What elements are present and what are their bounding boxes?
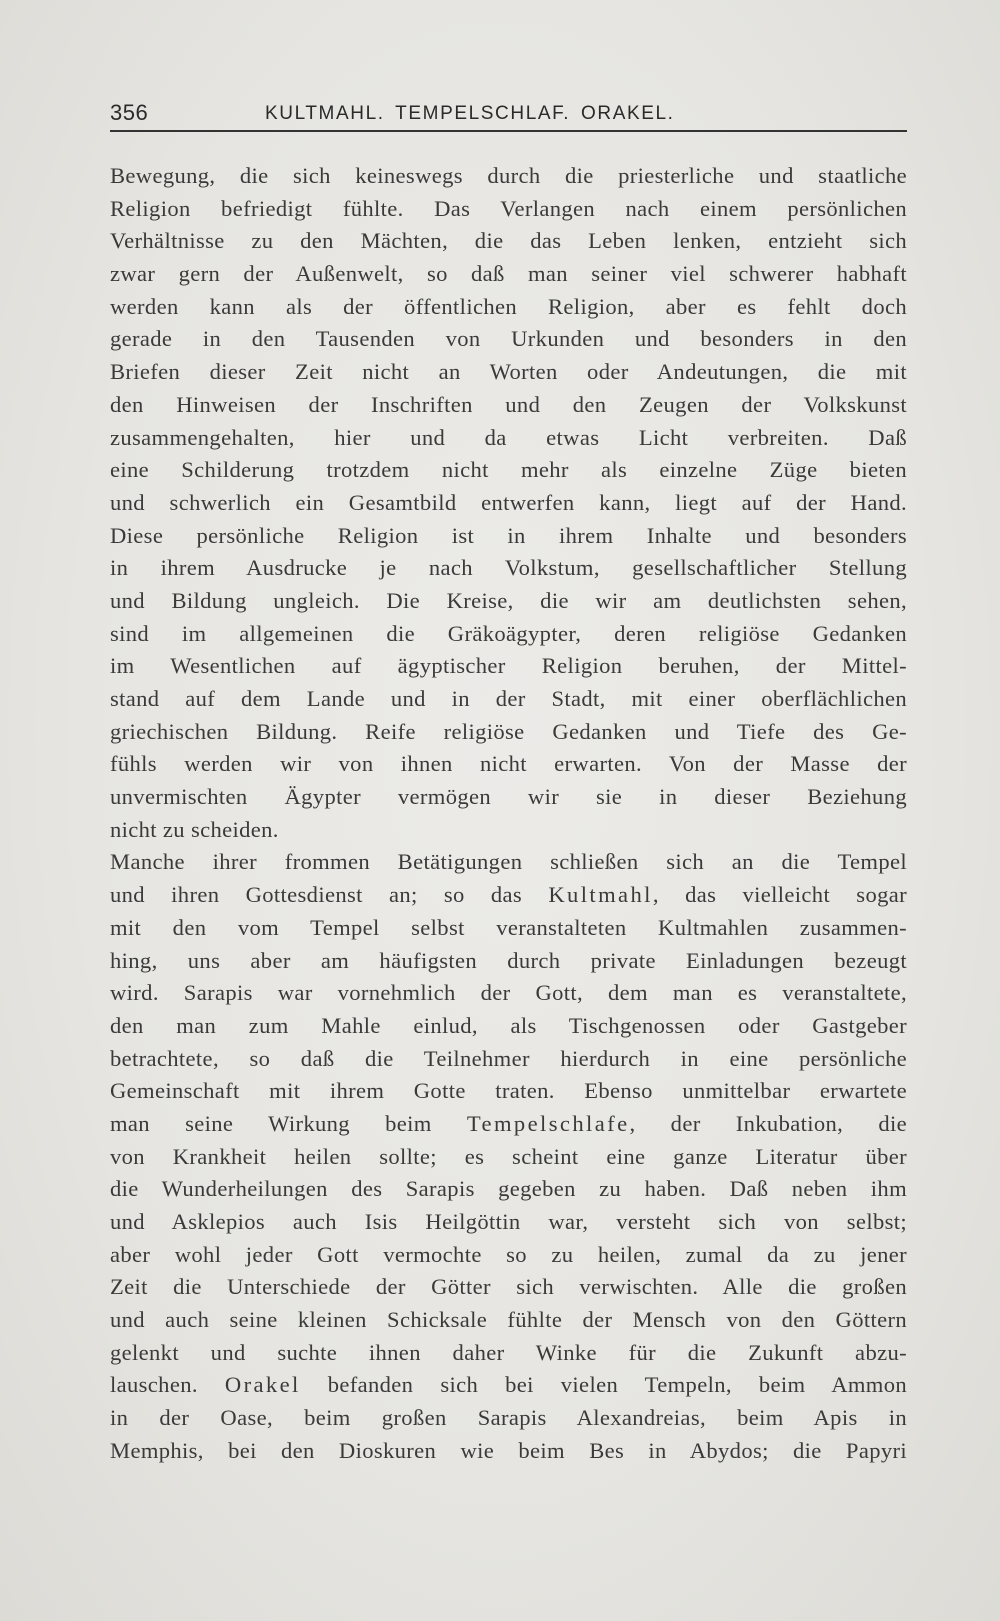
body-text (110, 160, 907, 1468)
text-segment: und ihren Gottesdienst an; so das (110, 882, 549, 908)
text-line: und schwerlich ein Gesamtbild entwerfen kann, liegt auf der Hand. (110, 489, 907, 515)
text-line: griechischen Bildung. Reife religiöse Gedanken und Tiefe des Ge- (110, 718, 907, 744)
text-line: Diese persönliche Religion ist in ihrem Inhalte und besonders (110, 522, 907, 548)
text-line: und auch seine kleinen Schicksale fühlte der Mensch von den Göttern (110, 1307, 907, 1333)
text-line: werden kann als der öffentlichen Religion, aber es fehlt doch (110, 293, 907, 319)
text-line: Briefen dieser Zeit nicht an Worten oder Andeutungen, die mit (110, 359, 907, 385)
text-line: Religion befriedigt fühlte. Das Verlangen nach einem persönlichen (110, 195, 907, 221)
text-line (110, 1369, 907, 1402)
text-line: stand auf dem Lande und in der Stadt, mit einer oberflächlichen (110, 686, 907, 711)
text-line: Zeit die Unterschiede der Götter sich verwischten. Alle die großen (110, 1274, 907, 1300)
text-line: nicht zu scheiden. (110, 816, 279, 842)
text-line: in ihrem Ausdrucke je nach Volkstum, gesellschaftlicher Stellung (110, 555, 907, 581)
text-line: eine Schilderung trotzdem nicht mehr als einzelne Züge bieten (110, 457, 907, 483)
text-line: im Wesentlichen auf ägyptischer Religion beruhen, der Mittel- (110, 653, 907, 679)
text-line: hing, uns aber am häufigsten durch private Einladungen bezeugt (110, 947, 907, 973)
header-rule (110, 130, 907, 132)
text-line: den man zum Mahle einlud, als Tischgenossen oder Gastgeber (110, 1012, 907, 1038)
text-line: den Hinweisen der Inschriften und den Zeugen der Volkskunst (110, 391, 907, 417)
text-line: mit den vom Tempel selbst veranstalteten Kultmahlen zusammen- (110, 914, 907, 940)
text-line: fühls werden wir von ihnen nicht erwarten. Von der Masse der (110, 751, 907, 777)
text-line: zusammengehalten, hier und da etwas Licht verbreiten. Daß (110, 424, 907, 450)
text-segment: befanden sich bei vielen Tempeln, beim Ammon (300, 1372, 908, 1398)
text-line: aber wohl jeder Gott vermochte so zu heilen, zumal da zu jener (110, 1241, 907, 1267)
text-segment: , der Inkubation, die (629, 1110, 907, 1136)
spaced-term: Tempelschlafe (466, 1110, 630, 1136)
text-line: sind im allgemeinen die Gräkoägypter, deren religiöse Gedanken (110, 620, 907, 646)
text-line: gelenkt und suchte ihnen daher Winke für die Zukunft abzu- (110, 1339, 907, 1365)
text-line: Manche ihrer frommen Betätigungen schließen sich an die Tempel (110, 849, 907, 875)
text-line: betrachtete, so daß die Teilnehmer hierdurch in eine persönliche (110, 1045, 907, 1071)
text-line: Gemeinschaft mit ihrem Gotte traten. Ebenso unmittelbar erwartete (110, 1078, 907, 1104)
page-header (110, 100, 907, 132)
text-line: wird. Sarapis war vornehmlich der Gott, dem man es veranstaltete, (110, 980, 907, 1006)
text-line: Bewegung, die sich keineswegs durch die priesterliche und staatliche (110, 163, 907, 188)
text-line: und Bildung ungleich. Die Kreise, die wir am deutlichsten sehen, (110, 587, 907, 613)
text-line (110, 879, 907, 912)
text-line: von Krankheit heilen sollte; es scheint eine ganze Literatur über (110, 1143, 907, 1169)
text-line: zwar gern der Außenwelt, so daß man seiner viel schwerer habhaft (110, 261, 907, 287)
text-line: Memphis, bei den Dioskuren wie beim Bes in Abydos; die Papyri (110, 1437, 907, 1463)
text-line: und Asklepios auch Isis Heilgöttin war, versteht sich von selbst; (110, 1209, 907, 1234)
spaced-term: Kultmahl (548, 882, 653, 908)
text-line: unvermischten Ägypter vermögen wir sie in dieser Beziehung (110, 784, 907, 810)
text-line: Verhältnisse zu den Mächten, die das Leben lenken, entzieht sich (110, 228, 907, 254)
text-line (110, 1108, 907, 1141)
text-segment: , das vielleicht sogar (652, 882, 907, 908)
running-title: KULTMAHL. TEMPELSCHLAF. ORAKEL. (265, 103, 675, 124)
page-number: 356 (110, 100, 149, 125)
text-segment: man seine Wirkung beim (110, 1110, 467, 1136)
spaced-term: Orakel (224, 1372, 301, 1398)
text-segment: lauschen. (110, 1372, 225, 1398)
text-line: die Wunderheilungen des Sarapis gegeben zu haben. Daß neben ihm (110, 1176, 907, 1202)
text-line: gerade in den Tausenden von Urkunden und besonders in den (110, 326, 907, 352)
text-line: in der Oase, beim großen Sarapis Alexandreias, beim Apis in (110, 1405, 907, 1431)
